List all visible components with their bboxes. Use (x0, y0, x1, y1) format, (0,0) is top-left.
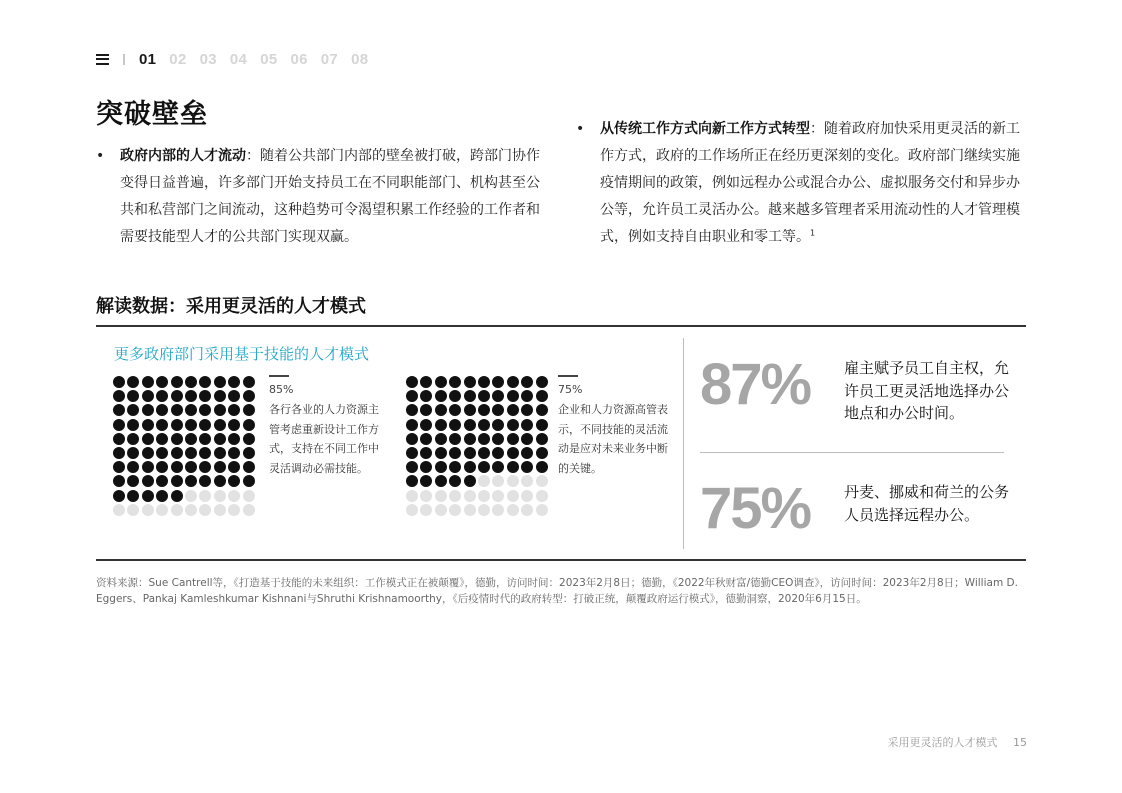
dot-filled (492, 419, 504, 431)
dot-filled (185, 419, 197, 431)
dot-empty (478, 490, 490, 502)
dot-filled (521, 376, 533, 388)
dot-filled (420, 461, 432, 473)
bullet-heading: 从传统工作方式向新工作方式转型 (600, 121, 810, 137)
dot-filled (113, 475, 125, 487)
nav-item-07[interactable]: 07 (320, 50, 339, 68)
footnote-ref[interactable]: 1 (810, 228, 816, 238)
dot-filled (492, 376, 504, 388)
dot-filled (435, 376, 447, 388)
dot-empty (243, 490, 255, 502)
dot-filled (507, 404, 519, 416)
dot-filled (449, 447, 461, 459)
dot-empty (507, 475, 519, 487)
dot-empty (406, 490, 418, 502)
infographic-subtitle: 更多政府部门采用基于技能的人才模式 (114, 345, 370, 363)
dot-empty (156, 504, 168, 516)
nav-item-01[interactable]: 01 (139, 50, 157, 68)
dot-filled (113, 390, 125, 402)
dot-filled (199, 475, 211, 487)
dot-filled (142, 376, 154, 388)
dot-filled (142, 404, 154, 416)
dot-filled (449, 419, 461, 431)
dot-filled (449, 404, 461, 416)
dot-filled (406, 475, 418, 487)
dot-filled (214, 390, 226, 402)
dot-filled (243, 404, 255, 416)
page-title: 突破壁垒 (96, 99, 208, 130)
stat-description: 雇主赋予员工自主权，允许员工更灵活地选择办公地点和办公时间。 (844, 359, 1010, 422)
dot-filled (171, 390, 183, 402)
dot-filled (156, 433, 168, 445)
dot-filled (214, 376, 226, 388)
dot-empty (478, 504, 490, 516)
dot-empty (435, 504, 447, 516)
dot-filled (243, 447, 255, 459)
dot-empty (492, 475, 504, 487)
dot-empty (214, 504, 226, 516)
bullet-text (96, 143, 552, 251)
dot-filled (435, 419, 447, 431)
dot-filled (228, 390, 240, 402)
dot-filled (214, 419, 226, 431)
dot-filled (243, 475, 255, 487)
dot-filled (521, 433, 533, 445)
dot-filled (536, 376, 548, 388)
dot-filled (142, 390, 154, 402)
dot-empty (536, 490, 548, 502)
dot-empty (435, 490, 447, 502)
dot-filled (492, 390, 504, 402)
dot-filled (142, 475, 154, 487)
dot-filled (185, 447, 197, 459)
dot-empty (171, 504, 183, 516)
dot-filled (406, 419, 418, 431)
dot-filled (420, 433, 432, 445)
nav-item-04[interactable]: 04 (229, 50, 248, 68)
bottom-rule (96, 559, 1026, 561)
dot-empty (420, 504, 432, 516)
dot-filled (464, 461, 476, 473)
dot-empty (185, 504, 197, 516)
section-title: 解读数据：采用更灵活的人才模式 (96, 296, 366, 317)
dot-filled (536, 419, 548, 431)
grid-description: 企业和人力资源高管表示，不同技能的灵活流动是应对未来业务中断的关键。 (558, 403, 668, 475)
dot-filled (127, 433, 139, 445)
dot-filled (127, 447, 139, 459)
dot-filled (449, 433, 461, 445)
dot-filled (171, 461, 183, 473)
stat-value-87: 87% (700, 352, 811, 417)
dot-filled (464, 376, 476, 388)
dot-empty (478, 475, 490, 487)
dot-filled (507, 390, 519, 402)
dot-filled (507, 461, 519, 473)
dot-filled (406, 376, 418, 388)
dot-filled (214, 433, 226, 445)
dot-filled (228, 475, 240, 487)
dot-filled (478, 461, 490, 473)
dot-empty (113, 504, 125, 516)
dot-filled (228, 376, 240, 388)
dot-filled (185, 404, 197, 416)
horizontal-divider (700, 452, 1004, 453)
dot-filled (243, 433, 255, 445)
dot-filled (142, 419, 154, 431)
dot-filled (127, 419, 139, 431)
dot-filled (113, 404, 125, 416)
bullet-body: ：随着政府加快采用更灵活的新工作方式，政府的工作场所正在经历更深刻的变化。政府部门继续实施疫情期间的政策，例如远程办公或混合办公、虚拟服务交付和异步办公等，允许员工灵活办公。越来越多管理者采用流动性的人才管理模式，例如支持自由职业和零工等。 (600, 121, 1020, 245)
dot-filled (199, 461, 211, 473)
dot-empty (464, 504, 476, 516)
dot-filled (142, 433, 154, 445)
dot-filled (113, 447, 125, 459)
dot-filled (464, 404, 476, 416)
dot-filled (243, 461, 255, 473)
dot-filled (478, 447, 490, 459)
dot-filled (478, 376, 490, 388)
section-nav (96, 50, 381, 68)
dot-filled (185, 433, 197, 445)
dot-empty (199, 504, 211, 516)
dot-filled (435, 475, 447, 487)
dot-filled (142, 461, 154, 473)
top-rule (96, 325, 1026, 327)
dot-filled (156, 390, 168, 402)
nav-item-05[interactable]: 05 (260, 50, 278, 68)
dot-filled (507, 447, 519, 459)
dot-filled (435, 461, 447, 473)
grid-description: 各行各业的人力资源主管考虑重新设计工作方式，支持在不同工作中灵活调动必需技能。 (269, 403, 379, 475)
dot-filled (156, 490, 168, 502)
dot-empty (243, 504, 255, 516)
dot-empty (214, 490, 226, 502)
dot-filled (171, 490, 183, 502)
bullet-heading: 政府内部的人才流动 (120, 148, 246, 164)
dot-filled (521, 404, 533, 416)
dot-filled (171, 404, 183, 416)
dot-filled (536, 404, 548, 416)
dot-filled (420, 404, 432, 416)
dot-filled (478, 404, 490, 416)
menu-icon[interactable] (96, 54, 109, 65)
dot-empty (127, 504, 139, 516)
dot-empty (464, 490, 476, 502)
label-dash (558, 375, 578, 377)
dot-empty (449, 490, 461, 502)
dot-empty (406, 504, 418, 516)
dot-filled (521, 447, 533, 459)
dot-filled (127, 404, 139, 416)
dot-filled (113, 433, 125, 445)
bullet-talent-mobility (96, 143, 552, 251)
dot-filled (464, 433, 476, 445)
dot-filled (464, 475, 476, 487)
dot-filled (113, 490, 125, 502)
dot-filled (478, 390, 490, 402)
dot-filled (185, 475, 197, 487)
dot-filled (492, 461, 504, 473)
nav-item-08[interactable]: 08 (351, 50, 369, 68)
dot-filled (142, 447, 154, 459)
dot-empty (536, 504, 548, 516)
dot-empty (199, 490, 211, 502)
vertical-divider (683, 338, 684, 549)
dot-filled (142, 490, 154, 502)
grid-percent-label: 75% (558, 383, 583, 396)
dot-filled (536, 390, 548, 402)
dot-filled (156, 447, 168, 459)
footer-doc-title: 采用更灵活的人才模式 (887, 736, 998, 749)
dot-filled (521, 390, 533, 402)
page-footer (888, 734, 1028, 750)
dot-filled (435, 390, 447, 402)
dot-filled (492, 447, 504, 459)
dot-filled (228, 433, 240, 445)
dot-empty (492, 490, 504, 502)
dot-empty (142, 504, 154, 516)
dot-filled (449, 390, 461, 402)
dot-filled (113, 461, 125, 473)
dot-filled (171, 475, 183, 487)
dot-filled (199, 433, 211, 445)
dot-empty (228, 504, 240, 516)
dot-filled (420, 419, 432, 431)
dot-filled (185, 461, 197, 473)
bullet-dot: • (576, 121, 585, 137)
dot-filled (492, 404, 504, 416)
dot-filled (243, 419, 255, 431)
dot-filled (214, 461, 226, 473)
dot-filled (214, 475, 226, 487)
dot-grid-85 (113, 376, 255, 516)
dot-filled (214, 404, 226, 416)
dot-empty (449, 504, 461, 516)
dot-filled (420, 447, 432, 459)
dot-empty (521, 475, 533, 487)
dot-filled (156, 475, 168, 487)
dot-filled (492, 433, 504, 445)
dot-filled (127, 376, 139, 388)
dot-filled (449, 475, 461, 487)
dot-empty (185, 490, 197, 502)
dot-empty (228, 490, 240, 502)
dot-empty (507, 490, 519, 502)
dot-filled (420, 390, 432, 402)
bullet-dot: • (96, 148, 105, 164)
dot-filled (406, 447, 418, 459)
dot-filled (199, 390, 211, 402)
dot-filled (199, 419, 211, 431)
dot-filled (435, 404, 447, 416)
dot-filled (199, 447, 211, 459)
dot-filled (536, 447, 548, 459)
dot-filled (521, 419, 533, 431)
dot-filled (127, 461, 139, 473)
dot-filled (113, 376, 125, 388)
dot-filled (435, 447, 447, 459)
dot-filled (127, 475, 139, 487)
dot-filled (228, 419, 240, 431)
dot-filled (171, 419, 183, 431)
dot-filled (420, 475, 432, 487)
dot-filled (243, 390, 255, 402)
dot-filled (406, 404, 418, 416)
dot-filled (449, 376, 461, 388)
dot-filled (228, 447, 240, 459)
dot-filled (185, 390, 197, 402)
dot-filled (214, 447, 226, 459)
bullet-text (576, 116, 1031, 251)
dot-filled (171, 376, 183, 388)
bullet-body: ：随着公共部门内部的壁垒被打破，跨部门协作变得日益普遍，许多部门开始支持员工在不同职能部门、机构甚至公共和私营部门之间流动，这种趋势可令渴望积累工作经验的工作者和需要技能型人才的公共部门实现双赢。 (120, 148, 540, 245)
dot-empty (521, 504, 533, 516)
dot-empty (536, 475, 548, 487)
stat-description: 丹麦、挪威和荷兰的公务人员选择远程办公。 (844, 483, 1010, 524)
dot-filled (464, 419, 476, 431)
sources-note: 资料来源：Sue Cantrell等，《打造基于技能的未来组织：工作模式正在被颠覆》，德勤，访问时间：2023年2月8日；德勤，《2022年秋财富/德勤CEO调查》，访问时间：2023年2月8日；William D. Eggers、Pankaj Kamleshkumar Kishnani与Shruthi Krishnamoorthy，《后疫情时代的政府转型：打破正统，颠覆政府运行模式》，德勤洞察，2020年6月15日。 (96, 577, 1018, 605)
dot-filled (113, 419, 125, 431)
dot-empty (521, 490, 533, 502)
dot-filled (156, 404, 168, 416)
grid-percent-label: 85% (269, 383, 294, 396)
dot-filled (243, 376, 255, 388)
dot-filled (406, 461, 418, 473)
dot-filled (185, 376, 197, 388)
dot-filled (464, 447, 476, 459)
dot-filled (228, 404, 240, 416)
dot-filled (507, 433, 519, 445)
dot-filled (199, 376, 211, 388)
nav-item-03[interactable]: 03 (199, 50, 217, 68)
dot-empty (492, 504, 504, 516)
dot-grid-75 (406, 376, 548, 516)
dot-filled (521, 461, 533, 473)
dot-filled (478, 419, 490, 431)
dot-filled (507, 419, 519, 431)
dot-filled (156, 419, 168, 431)
dot-empty (507, 504, 519, 516)
nav-item-02[interactable]: 02 (169, 50, 187, 68)
dot-filled (127, 390, 139, 402)
dot-filled (406, 390, 418, 402)
dot-filled (435, 433, 447, 445)
dot-filled (420, 376, 432, 388)
nav-item-06[interactable]: 06 (290, 50, 308, 68)
dot-filled (156, 461, 168, 473)
nav-separator (123, 54, 125, 65)
dot-filled (199, 404, 211, 416)
dot-filled (536, 433, 548, 445)
dot-empty (420, 490, 432, 502)
dot-filled (449, 461, 461, 473)
dot-filled (406, 433, 418, 445)
dot-filled (171, 433, 183, 445)
dot-filled (228, 461, 240, 473)
dot-filled (171, 447, 183, 459)
dot-filled (536, 461, 548, 473)
dot-filled (156, 376, 168, 388)
dot-filled (478, 433, 490, 445)
page-number: 15 (1013, 736, 1027, 749)
stat-value-75: 75% (700, 476, 811, 541)
dot-filled (127, 490, 139, 502)
label-dash (269, 375, 289, 377)
bullet-work-transformation (576, 116, 1031, 251)
dot-filled (507, 376, 519, 388)
dot-filled (464, 390, 476, 402)
